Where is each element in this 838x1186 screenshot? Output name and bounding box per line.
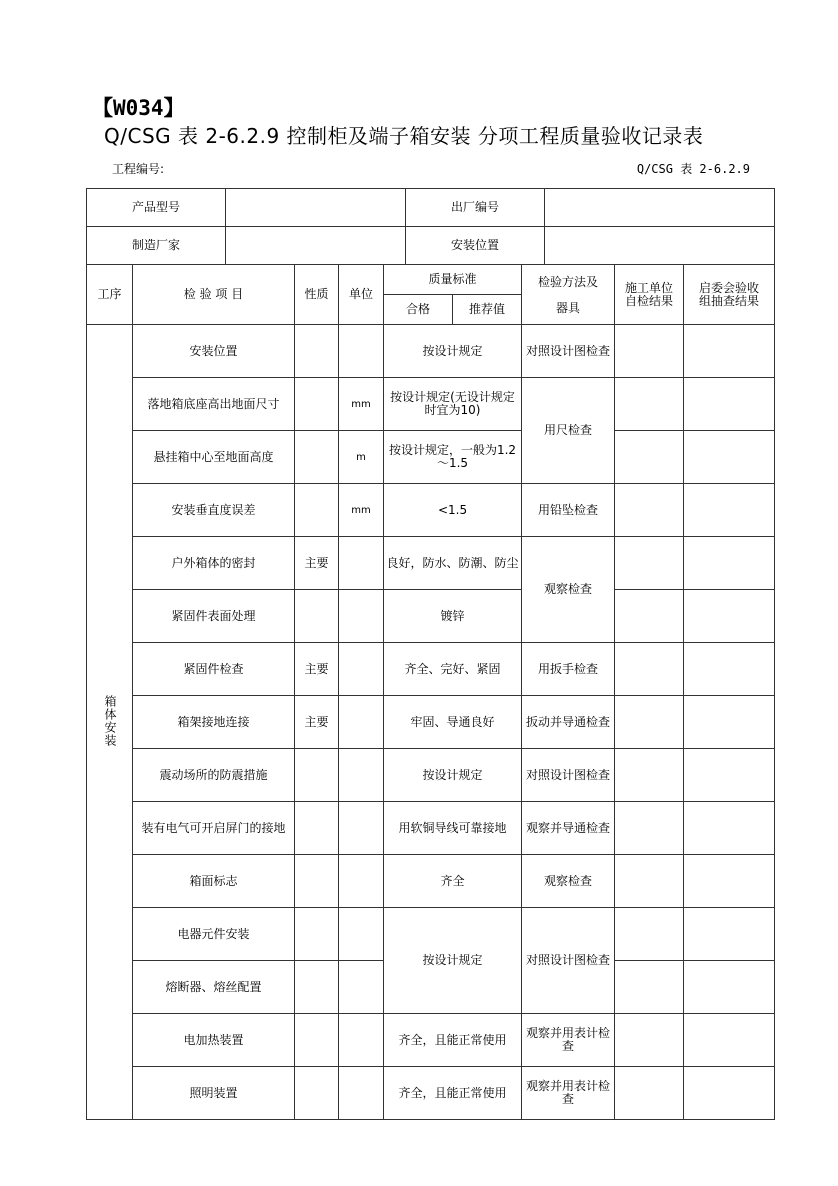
item-name: 紧固件检查 (133, 643, 295, 696)
table-row (87, 378, 775, 431)
self-check-result[interactable] (615, 643, 684, 696)
table-row (87, 643, 775, 696)
committee-result[interactable] (684, 749, 775, 802)
standard-cell: 按设计规定(无设计规定时宜为10) (384, 378, 522, 431)
unit-cell: mm (339, 378, 384, 431)
self-check-result[interactable] (615, 484, 684, 537)
item-name: 户外箱体的密封 (133, 537, 295, 590)
nature-cell (295, 961, 339, 1014)
table-row (87, 325, 775, 378)
header-unit: 单位 (339, 265, 384, 325)
standard-cell: 按设计规定 (384, 749, 522, 802)
item-name: 照明装置 (133, 1067, 295, 1120)
model-label: 产品型号 (87, 189, 226, 227)
nature-cell (295, 855, 339, 908)
table-row (87, 696, 775, 749)
method-cell: 观察检查 (522, 855, 615, 908)
location-value[interactable] (545, 227, 775, 265)
method-cell: 用尺检查 (522, 378, 615, 484)
serial-value[interactable] (545, 189, 775, 227)
method-cell: 用扳手检查 (522, 643, 615, 696)
table-row (87, 855, 775, 908)
header-nature: 性质 (295, 265, 339, 325)
standard-cell: 用软铜导线可靠接地 (384, 802, 522, 855)
standard-cell: 按设计规定 (384, 908, 522, 1014)
section-label (87, 325, 133, 1120)
method-cell: 对照设计图检查 (522, 749, 615, 802)
section-text: 箱体安装 (103, 694, 117, 747)
self-check-result[interactable] (615, 590, 684, 643)
method-cell: 对照设计图检查 (522, 908, 615, 1014)
committee-result[interactable] (684, 590, 775, 643)
header-standard: 质量标准 (384, 265, 522, 295)
unit-cell (339, 537, 384, 590)
item-name: 熔断器、熔丝配置 (133, 961, 295, 1014)
nature-cell (295, 1067, 339, 1120)
unit-cell (339, 908, 384, 961)
nature-cell: 主要 (295, 696, 339, 749)
unit-cell (339, 749, 384, 802)
nature-cell (295, 431, 339, 484)
method-cell: 扳动并导通检查 (522, 696, 615, 749)
standard-cell: 齐全，且能正常使用 (384, 1067, 522, 1120)
committee-result[interactable] (684, 1067, 775, 1120)
committee-result[interactable] (684, 855, 775, 908)
self-check-result[interactable] (615, 378, 684, 431)
committee-result[interactable] (684, 431, 775, 484)
committee-result[interactable] (684, 378, 775, 431)
self-check-result[interactable] (615, 855, 684, 908)
self-check-result[interactable] (615, 537, 684, 590)
header-method: 检验方法及器具 (522, 265, 615, 325)
form-number: Q/CSG 表 2-6.2.9 (636, 162, 750, 176)
header-qualified: 合格 (384, 295, 453, 325)
self-check-result[interactable] (615, 1014, 684, 1067)
committee-result[interactable] (684, 696, 775, 749)
table-row (87, 749, 775, 802)
standard-cell: 良好，防水、防潮、防尘 (384, 537, 522, 590)
nature-cell (295, 1014, 339, 1067)
standard-cell: 按设计规定 (384, 325, 522, 378)
item-name: 电器元件安装 (133, 908, 295, 961)
nature-cell (295, 749, 339, 802)
item-name: 装有电气可开启屏门的接地 (133, 802, 295, 855)
table-row (87, 908, 775, 961)
location-label: 安装位置 (406, 227, 545, 265)
item-name: 安装位置 (133, 325, 295, 378)
standard-cell: 齐全 (384, 855, 522, 908)
item-name: 箱架接地连接 (133, 696, 295, 749)
method-cell: 对照设计图检查 (522, 325, 615, 378)
committee-result[interactable] (684, 1014, 775, 1067)
self-check-result[interactable] (615, 961, 684, 1014)
header-item: 检 验 项 目 (133, 265, 295, 325)
standard-cell: 齐全，且能正常使用 (384, 1014, 522, 1067)
inspection-table (86, 264, 775, 1120)
method-cell: 用铅坠检查 (522, 484, 615, 537)
nature-cell: 主要 (295, 537, 339, 590)
committee-result[interactable] (684, 325, 775, 378)
self-check-result[interactable] (615, 325, 684, 378)
method-cell: 观察并导通检查 (522, 802, 615, 855)
self-check-result[interactable] (615, 908, 684, 961)
header-committee: 启委会验收组抽查结果 (684, 265, 775, 325)
nature-cell (295, 325, 339, 378)
nature-cell (295, 908, 339, 961)
serial-label: 出厂编号 (406, 189, 545, 227)
unit-cell (339, 1014, 384, 1067)
unit-cell (339, 643, 384, 696)
committee-result[interactable] (684, 643, 775, 696)
item-name: 电加热装置 (133, 1014, 295, 1067)
unit-cell (339, 961, 384, 1014)
method-cell: 观察并用表计检查 (522, 1067, 615, 1120)
standard-cell: 镀锌 (384, 590, 522, 643)
self-check-result[interactable] (615, 696, 684, 749)
item-name: 落地箱底座高出地面尺寸 (133, 378, 295, 431)
unit-cell (339, 855, 384, 908)
unit-cell (339, 325, 384, 378)
method-cell: 观察并用表计检查 (522, 1014, 615, 1067)
item-name: 紧固件表面处理 (133, 590, 295, 643)
header-recommended: 推荐值 (453, 295, 522, 325)
table-row (87, 431, 775, 484)
table-row (87, 1014, 775, 1067)
self-check-result[interactable] (615, 1067, 684, 1120)
committee-result[interactable] (684, 537, 775, 590)
table-row (87, 484, 775, 537)
table-row (87, 590, 775, 643)
item-name: 震动场所的防震措施 (133, 749, 295, 802)
model-value[interactable] (226, 189, 406, 227)
item-name: 箱面标志 (133, 855, 295, 908)
table-row (87, 1067, 775, 1120)
committee-result[interactable] (684, 802, 775, 855)
info-table (86, 188, 775, 265)
standard-cell: 齐全、完好、紧固 (384, 643, 522, 696)
header-self-check: 施工单位自检结果 (615, 265, 684, 325)
table-row (87, 802, 775, 855)
unit-cell (339, 802, 384, 855)
self-check-result[interactable] (615, 431, 684, 484)
committee-result[interactable] (684, 484, 775, 537)
form-code: 【W034】 (92, 96, 185, 120)
unit-cell: m (339, 431, 384, 484)
unit-cell (339, 696, 384, 749)
table-row (87, 537, 775, 590)
project-number-label: 工程编号: (112, 162, 165, 176)
header-step: 工序 (87, 265, 133, 325)
item-name: 悬挂箱中心至地面高度 (133, 431, 295, 484)
self-check-result[interactable] (615, 749, 684, 802)
nature-cell (295, 590, 339, 643)
maker-label: 制造厂家 (87, 227, 226, 265)
method-cell: 观察检查 (522, 537, 615, 643)
standard-cell: 牢固、导通良好 (384, 696, 522, 749)
page-title: Q/CSG 表 2-6.2.9 控制柜及端子箱安装 分项工程质量验收记录表 (104, 124, 704, 148)
committee-result[interactable] (684, 908, 775, 961)
unit-cell (339, 590, 384, 643)
nature-cell: 主要 (295, 643, 339, 696)
standard-cell: 按设计规定，一般为1.2～1.5 (384, 431, 522, 484)
maker-value[interactable] (226, 227, 406, 265)
nature-cell (295, 378, 339, 431)
item-name: 安装垂直度误差 (133, 484, 295, 537)
nature-cell (295, 484, 339, 537)
self-check-result[interactable] (615, 802, 684, 855)
committee-result[interactable] (684, 961, 775, 1014)
nature-cell (295, 802, 339, 855)
unit-cell: mm (339, 484, 384, 537)
standard-cell: <1.5 (384, 484, 522, 537)
unit-cell (339, 1067, 384, 1120)
